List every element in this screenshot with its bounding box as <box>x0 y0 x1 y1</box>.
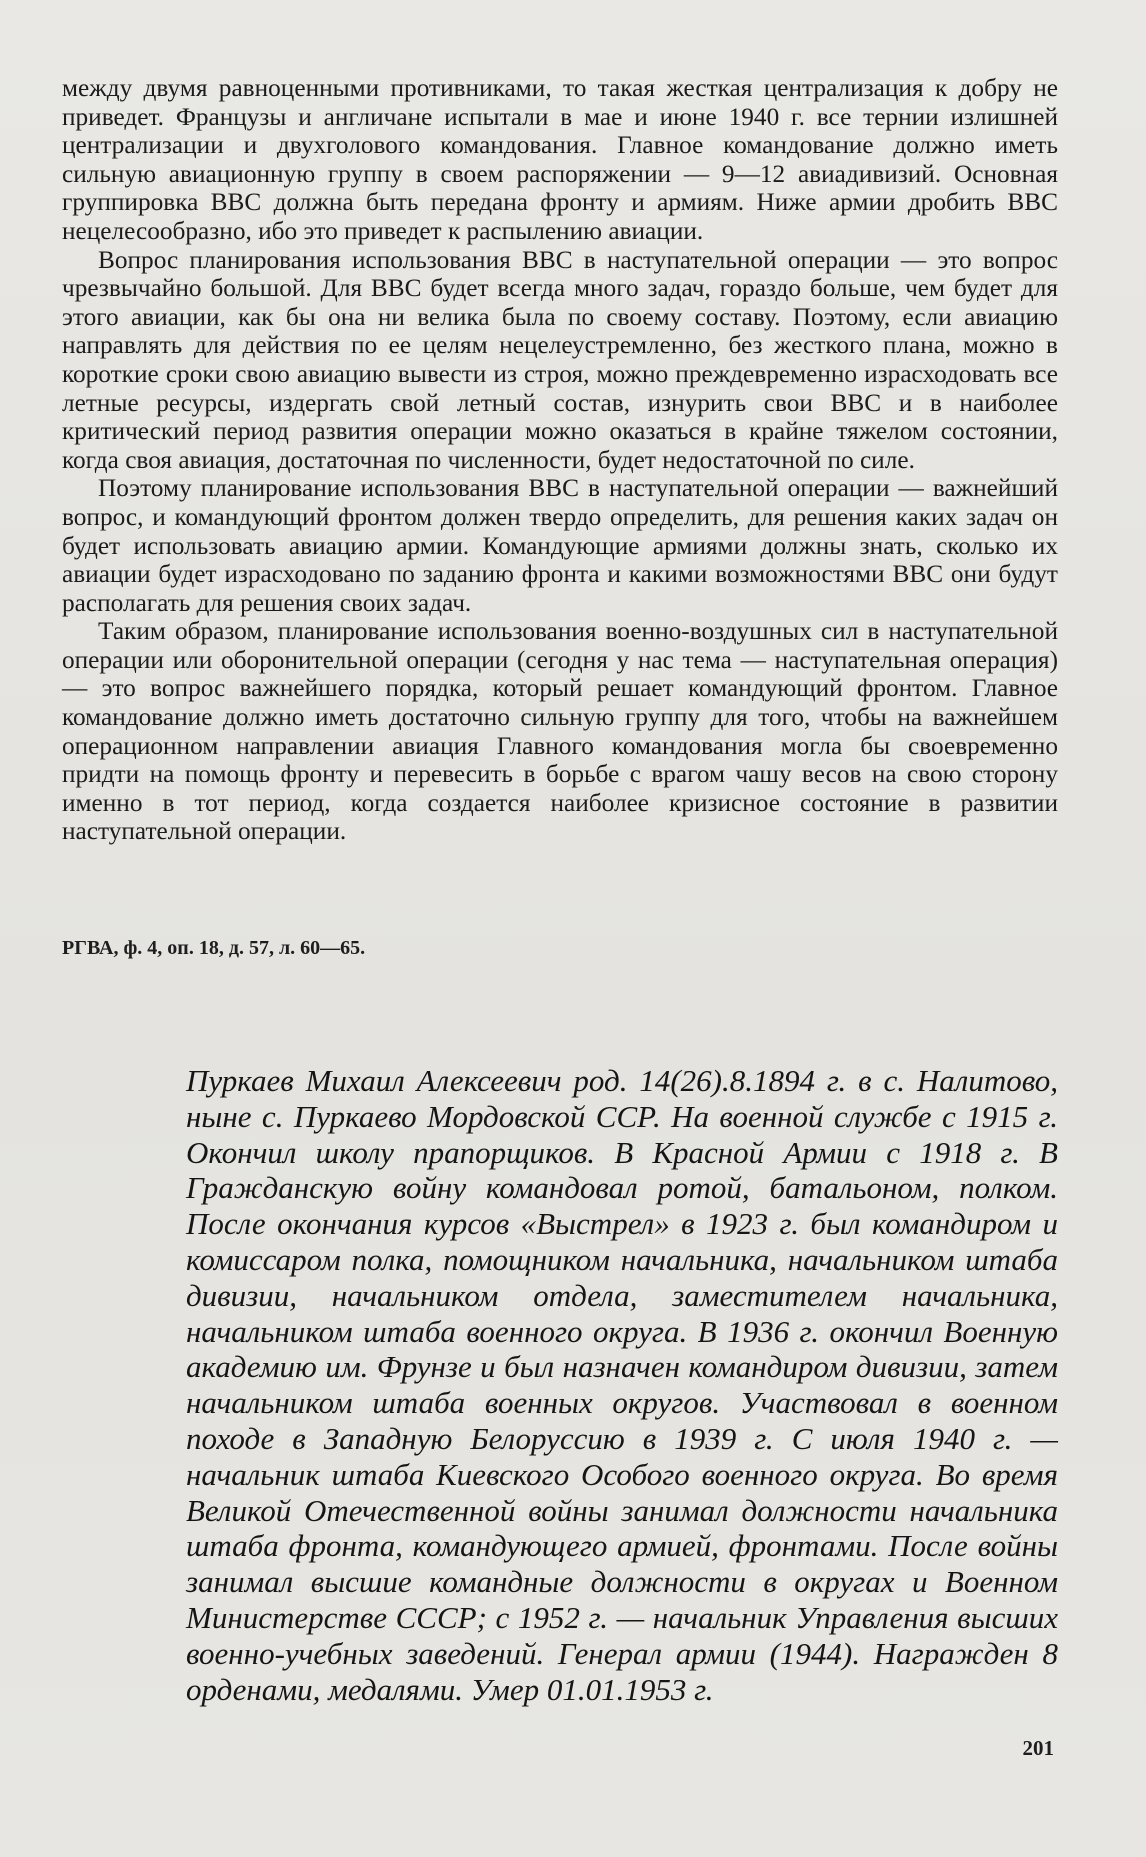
paragraph-3: Поэтому планирование использования ВВС в наступательной операции — важнейший вопрос, и командующий фронтом должен твердо определить, для решения каких задач он будет использовать авиацию армии. Командующие армиями должны знать, сколько их авиации будет израсходовано по заданию фронта и какими возможностями ВВС они будут располагать для решения своих задач. <box>62 474 1058 617</box>
archive-source-reference: РГВА, ф. 4, оп. 18, д. 57, л. 60—65. <box>62 937 366 959</box>
paragraph-2: Вопрос планирования использования ВВС в наступательной операции — это вопрос чрезвычайно большой. Для ВВС будет всегда много задач, гораздо больше, чем будет для этого авиации, как бы она ни велика была по своему составу. Поэтому, если авиацию направлять для действия по ее целям нецелеустремленно, без жесткого плана, можно в короткие сроки свою авиацию вывести из строя, можно преждевременно израсходовать все летные ресурсы, издергать свой летный состав, изнурить свои ВВС и в наиболее критический период развития операции можно оказаться в крайне тяжелом состоянии, когда своя авиация, достаточная по численности, будет недостаточной по силе. <box>62 245 1058 474</box>
main-text <box>62 74 1058 846</box>
page-number: 201 <box>1022 1736 1054 1760</box>
biography-note: Пуркаев Михаил Алексеевич род. 14(26).8.1894 г. в с. Налитово, ныне с. Пуркаево Мордовской ССР. На военной службе с 1915 г. Окончил школу прапорщиков. В Красной Армии с 1918 г. В Гражданскую войну командовал ротой, батальоном, полком. После окончания курсов «Выстрел» в 1923 г. был командиром и комиссаром полка, помощником начальника, начальником штаба дивизии, начальником отдела, заместителем начальника, начальником штаба военного округа. В 1936 г. окончил Военную академию им. Фрунзе и был назначен командиром дивизии, затем начальником штаба военных округов. Участвовал в военном походе в Западную Белоруссию в 1939 г. С июля 1940 г. — начальник штаба Киевского Особого военного округа. Во время Великой Отечественной войны занимал должности начальника штаба фронта, командующего армией, фронтами. После войны занимал высшие командные должности в округах и Военном Министерстве СССР; с 1952 г. — начальник Управления высших военно-учебных заведений. Генерал армии (1944). Награжден 8 орденами, медалями. Умер 01.01.1953 г. <box>186 1063 1058 1707</box>
paragraph-1: между двумя равноценными противниками, то такая жесткая централизация к добру не приведет. Французы и англичане испытали в мае и июне 1940 г. все тернии излишней централизации и двухголового командования. Главное командование должно иметь сильную авиационную группу в своем распоряжении — 9—12 авиадивизий. Основная группировка ВВС должна быть передана фронту и армиям. Ниже армии дробить ВВС нецелесообразно, ибо это приведет к распылению авиации. <box>62 74 1058 245</box>
paragraph-4: Таким образом, планирование использования военно-воздушных сил в наступательной операции или оборонительной операции (сегодня у нас тема — наступательная операция) — это вопрос важнейшего порядка, который решает командующий фронтом. Главное командование должно иметь достаточно сильную группу для того, чтобы на важнейшем операционном направлении авиация Главного командования могла бы своевременно придти на помощь фронту и перевесить в борьбе с врагом чашу весов на свою сторону именно в тот период, когда создается наиболее кризисное состояние в развитии наступательной операции. <box>62 617 1058 846</box>
